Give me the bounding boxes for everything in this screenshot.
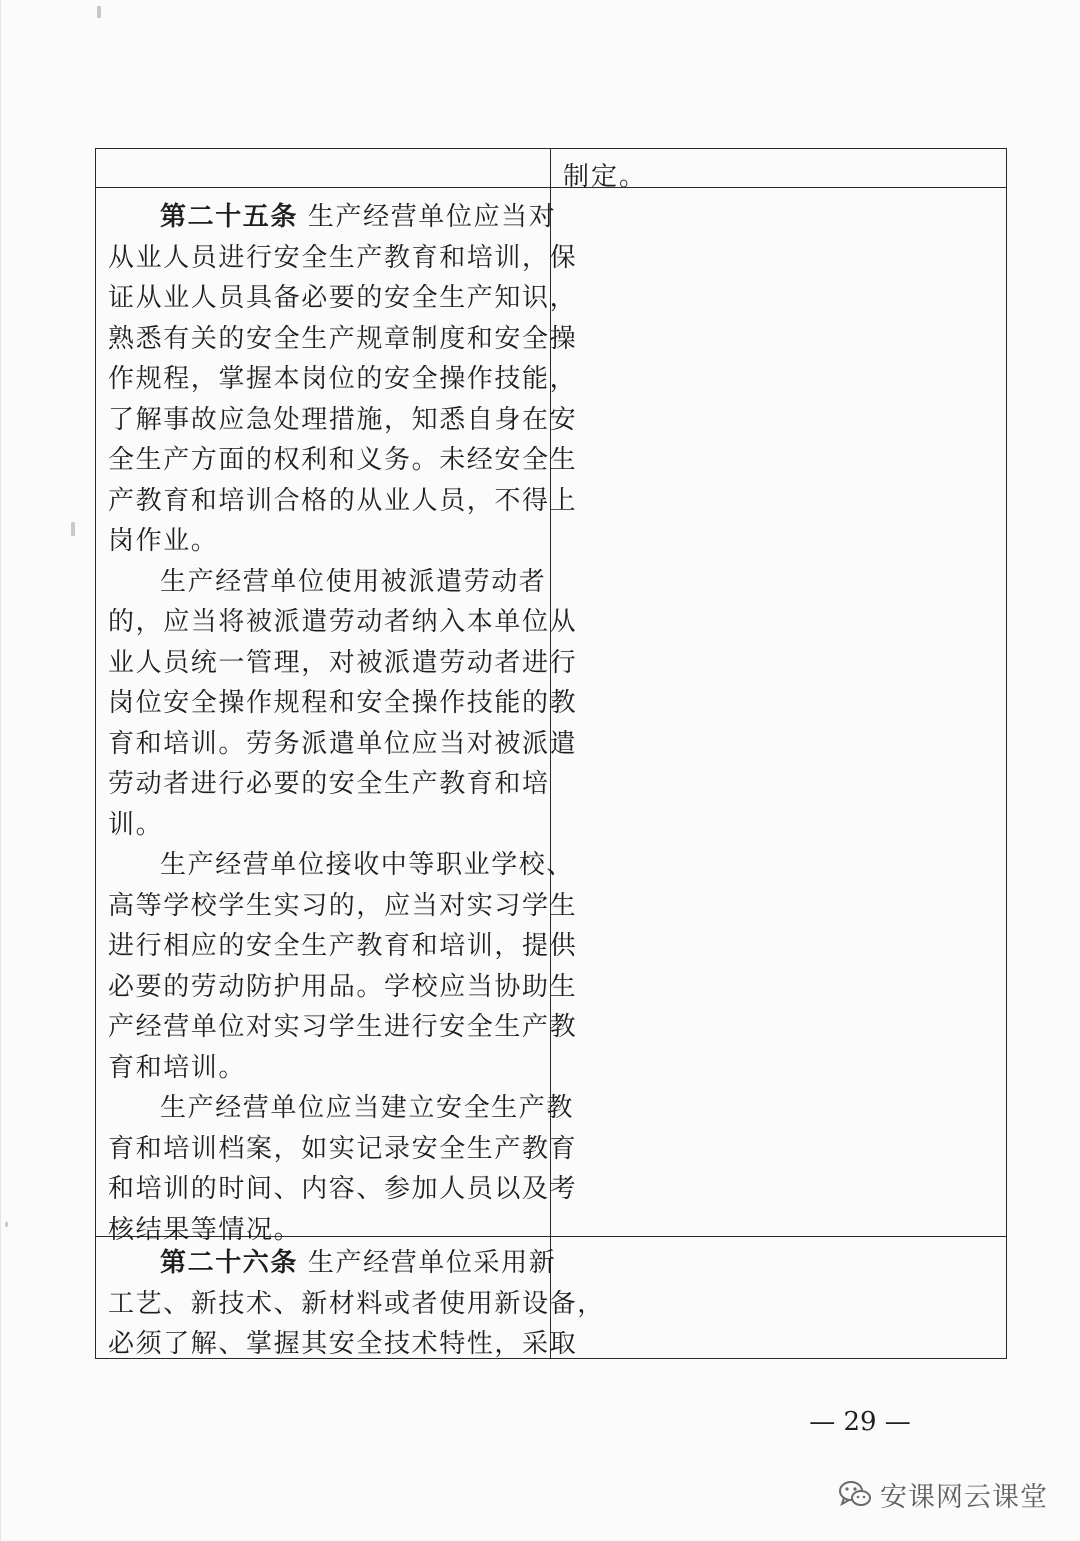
article-25-para3-line: 高等学校学生实习的，应当对实习学生 <box>108 890 578 921</box>
article-25-line: 熟悉有关的安全生产规章制度和安全操 <box>108 323 578 354</box>
scan-speck <box>71 522 75 536</box>
article-25-line: 产教育和培训合格的从业人员，不得上 <box>108 485 578 516</box>
article-26 <box>108 1243 605 1365</box>
row1-right-text: 制定。 <box>563 162 648 192</box>
article-25-line: 第二十五条 生产经营单位应当对 <box>160 202 557 232</box>
article-25-para2-line: 生产经营单位使用被派遣劳动者 <box>160 566 547 597</box>
article-25-para2-line: 的，应当将被派遣劳动者纳入本单位从 <box>108 607 578 637</box>
article-25-para3-line: 进行相应的安全生产教育和培训，提供 <box>108 931 578 961</box>
scan-speck <box>97 6 101 18</box>
article-25-line: 岗作业。 <box>108 526 219 556</box>
article-25-para3-line: 产经营单位对实习学生进行安全生产教 <box>108 1012 578 1042</box>
article-26-line: 必须了解、掌握其安全技术特性，采取 <box>108 1329 578 1359</box>
article-25-para3-line: 育和培训。 <box>108 1052 247 1083</box>
article-25-para3-line: 生产经营单位接收中等职业学校、 <box>160 850 575 880</box>
article-25-para2-line: 劳动者进行必要的安全生产教育和培 <box>108 769 550 799</box>
watermark-text: 安课网云课堂 <box>880 1481 1048 1513</box>
article-26-line: 第二十六条 生产经营单位采用新 <box>160 1248 557 1278</box>
scan-speck <box>5 1222 8 1227</box>
article-25-para4-line: 育和培训档案，如实记录安全生产教育 <box>108 1133 578 1164</box>
article-25 <box>108 197 578 1250</box>
article-25-para4-line: 和培训的时间、内容、参加人员以及考 <box>108 1174 578 1204</box>
article-25-line: 全生产方面的权利和义务。未经安全生 <box>108 445 578 475</box>
article-25-para4-line: 生产经营单位应当建立安全生产教 <box>160 1093 575 1123</box>
article-25-para3-line: 必要的劳动防护用品。学校应当协助生 <box>108 971 578 1002</box>
article-26-heading: 第二十六条 <box>160 1248 299 1278</box>
wechat-icon <box>838 1479 872 1509</box>
article-25-line: 证从业人员具备必要的安全生产知识， <box>108 283 578 313</box>
article-25-heading: 第二十五条 <box>160 202 299 232</box>
article-26-line: 工艺、新技术、新材料或者使用新设备， <box>108 1288 605 1319</box>
article-25-para4-line: 核结果等情况。 <box>108 1214 302 1245</box>
source-watermark <box>838 1474 1048 1514</box>
page-number: — 29 — <box>809 1407 911 1437</box>
article-25-para2-line: 岗位安全操作规程和安全操作技能的教 <box>108 688 578 718</box>
article-25-para2-line: 训。 <box>108 809 164 840</box>
comparison-table <box>95 148 1007 1359</box>
article-25-line: 作规程，掌握本岗位的安全操作技能， <box>108 364 578 394</box>
article-25-line: 从业人员进行安全生产教育和培训，保 <box>108 242 578 273</box>
article-25-para2-line: 业人员统一管理，对被派遣劳动者进行 <box>108 647 578 678</box>
article-25-para2-line: 育和培训。劳务派遣单位应当对被派遣 <box>108 728 578 759</box>
article-25-line: 了解事故应急处理措施，知悉自身在安 <box>108 404 578 435</box>
row-divider <box>96 187 1006 188</box>
